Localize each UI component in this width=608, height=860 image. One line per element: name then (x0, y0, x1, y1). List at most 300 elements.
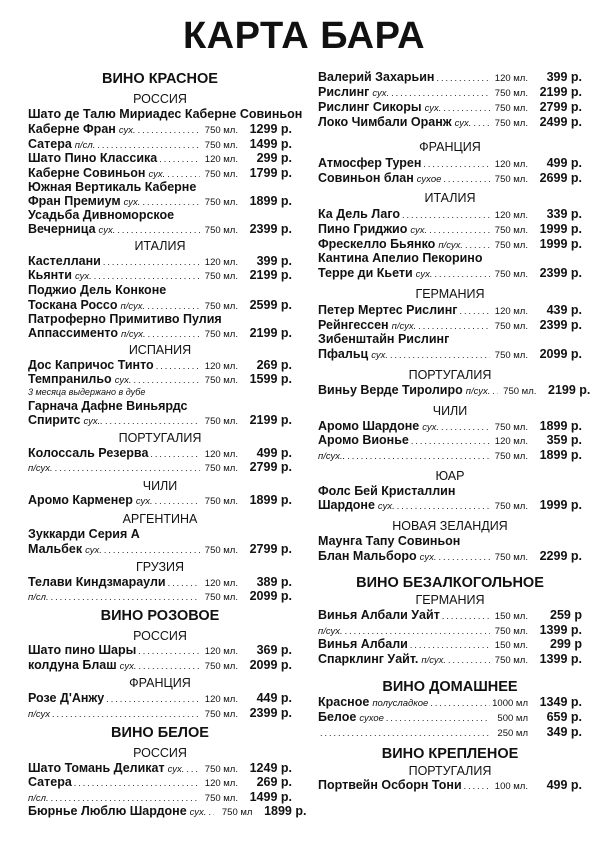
item-price: 1899 р. (539, 448, 582, 462)
item-type: п/сух.. (318, 451, 346, 462)
item-price: 2799 р. (539, 100, 582, 114)
item-volume: 120 мл. (204, 646, 238, 657)
item-volume: 750 мл. (204, 225, 238, 236)
item-price: 2199 р. (249, 413, 292, 427)
leader-dots (429, 223, 490, 238)
item-volume: 750 мл. (204, 545, 238, 556)
item-name: Шардоне (318, 498, 375, 512)
menu-item (318, 222, 582, 238)
item-type: сух. (118, 125, 136, 136)
item-volume: 750 мл. (204, 416, 238, 427)
country-heading: ИСПАНИЯ (128, 343, 192, 357)
item-name: Аромо Шардоне (318, 419, 420, 433)
wine-name-line: Усадьба Дивноморское (28, 208, 175, 222)
country-heading: НОВАЯ ЗЕЛАНДИЯ (392, 519, 508, 533)
item-price: 2699 р. (539, 171, 582, 185)
item-name: Фран Премиум (28, 194, 121, 208)
item-price: 1899 р. (249, 493, 292, 507)
wine-name-line: Гарнача Дафне Виньярдс (28, 399, 188, 413)
item-price: 499 р. (546, 778, 582, 792)
item-name: Колоссаль Резерва (28, 446, 149, 460)
item-name: Кьянти (28, 268, 72, 282)
item-price: 1899 р. (249, 194, 292, 208)
country-heading: ФРАНЦИЯ (419, 140, 481, 154)
leader-dots (320, 726, 490, 741)
item-volume: 750 мл. (204, 496, 238, 507)
item-volume: 500 мл (497, 713, 528, 724)
menu-item (318, 448, 582, 464)
item-type: п/сух (28, 709, 51, 720)
menu-item (28, 706, 292, 722)
item-price: 1399 р. (539, 623, 582, 637)
leader-dots (411, 434, 490, 449)
item-type: сух. (123, 197, 141, 208)
country-heading: ЧИЛИ (432, 404, 468, 418)
leader-dots (473, 116, 490, 131)
menu-item (318, 778, 582, 794)
item-type: сух. (148, 169, 166, 180)
item-price: 1799 р. (249, 166, 292, 180)
item-type: сух. (419, 552, 437, 563)
leader-dots (51, 590, 200, 605)
item-volume: 120 мл. (204, 257, 238, 268)
menu-item (28, 643, 292, 659)
item-price: 2199 р. (249, 268, 292, 282)
menu-item (318, 710, 582, 726)
country-heading: ПОРТУГАЛИЯ (408, 764, 492, 778)
item-volume: 120 мл. (204, 578, 238, 589)
menu-item (28, 589, 292, 605)
item-volume: 750 мл. (494, 225, 528, 236)
item-volume: 120 мл. (204, 694, 238, 705)
item-volume: 120 мл. (494, 306, 528, 317)
item-volume: 250 мл (497, 728, 528, 739)
item-volume: 750 мл. (204, 329, 238, 340)
leader-dots (438, 550, 490, 565)
item-price: 2299 р. (539, 549, 582, 563)
menu-item (318, 156, 582, 172)
item-price: 2499 р. (539, 115, 582, 129)
item-type: сух. (454, 118, 472, 129)
item-name: Петер Мертес Рислинг (318, 303, 458, 317)
item-name: Сатера (28, 775, 72, 789)
item-price: 2399 р. (249, 706, 292, 720)
item-type: полусладкое (372, 698, 429, 709)
item-name: Сатера (28, 137, 72, 151)
section-title: ВИНО КРАСНОЕ (102, 71, 218, 87)
item-volume: 100 мл. (494, 781, 528, 792)
item-price: 1899 р. (539, 419, 582, 433)
item-volume: 750 мл. (494, 626, 528, 637)
item-price: 1499 р. (249, 137, 292, 151)
country-heading: ФРАНЦИЯ (129, 676, 191, 690)
item-volume: 750 мл. (494, 103, 528, 114)
item-price: 1999 р. (539, 222, 582, 236)
country-heading: ГЕРМАНИЯ (415, 287, 485, 301)
item-type: п/сух. (318, 626, 343, 637)
item-name: Мальбек (28, 542, 83, 556)
item-price: 2199 р. (249, 326, 292, 340)
menu-item (318, 695, 582, 711)
item-name: Совиньон блан (318, 171, 414, 185)
leader-dots (443, 172, 490, 187)
item-volume: 750 мл. (494, 552, 528, 563)
menu-item (318, 85, 582, 101)
item-name: Блан Мальборо (318, 549, 417, 563)
leader-dots (148, 327, 200, 342)
item-price: 299 р (550, 637, 582, 651)
section-title: ВИНО БЕЗАЛКОГОЛЬНОЕ (356, 575, 544, 591)
wine-name-line: Кантина Апелио Пекорино (318, 251, 483, 265)
wine-name-line: Патроферно Примитиво Пулия (28, 312, 222, 326)
item-name: Атмосфер Турен (318, 156, 422, 170)
item-price: 1249 р. (249, 761, 292, 775)
item-volume: 120 мл. (494, 73, 528, 84)
item-price: 2399 р. (539, 266, 582, 280)
leader-dots (443, 101, 490, 116)
leader-dots (106, 692, 200, 707)
country-heading: ПОРТУГАЛИЯ (408, 368, 492, 382)
item-volume: 750 мл. (494, 240, 528, 251)
item-price: 2199 р. (539, 85, 582, 99)
leader-dots (155, 494, 200, 509)
item-volume: 750 мл. (204, 125, 238, 136)
leader-dots (105, 414, 200, 429)
item-type: сухое (359, 713, 384, 724)
item-price: 1349 р. (539, 695, 582, 709)
item-name: Винья Албали (318, 637, 408, 651)
item-name: Рислинг Сикоры (318, 100, 422, 114)
item-type: сух. (422, 422, 440, 433)
item-price: 1999 р. (539, 237, 582, 251)
menu-item (28, 372, 292, 388)
item-name: Кастеллани (28, 254, 101, 268)
item-price: 439 р. (546, 303, 582, 317)
leader-dots (52, 707, 200, 722)
item-name: Локо Чимбали Оранж (318, 115, 452, 129)
leader-dots (159, 152, 200, 167)
item-name: Терре ди Кьети (318, 266, 413, 280)
item-price: 399 р. (546, 70, 582, 84)
item-price: 349 р. (546, 725, 582, 739)
menu-item (28, 691, 292, 707)
item-volume: 750 мл. (204, 764, 238, 775)
item-volume: 750 мл. (204, 592, 238, 603)
leader-dots (138, 644, 200, 659)
wine-name-line: Южная Вертикаль Каберне (28, 180, 197, 194)
item-type: сух. (410, 225, 428, 236)
menu-item (28, 775, 292, 791)
item-price: 2099 р. (249, 658, 292, 672)
menu-item (28, 460, 292, 476)
menu-item (28, 222, 292, 238)
wine-name-line: Маунга Тапу Совиньон (318, 534, 461, 548)
item-name: Дос Капричос Тинто (28, 358, 154, 372)
leader-dots (442, 609, 490, 624)
item-name: Винья Албали Уайт (318, 608, 440, 622)
item-name: Каберне Совиньон (28, 166, 146, 180)
section-title: ВИНО БЕЛОЕ (111, 725, 209, 741)
wine-name-line: Шато де Талю Мириадес Каберне Совиньон (28, 107, 303, 121)
item-name: Рислинг (318, 85, 370, 99)
item-name: Пфальц (318, 347, 369, 361)
item-name: Красное (318, 695, 370, 709)
menu-item (28, 804, 307, 820)
item-volume: 150 мл. (494, 640, 528, 651)
item-volume: 1000 мл (492, 698, 528, 709)
item-volume: 750 мл (221, 807, 253, 818)
item-name: колдуна Блаш (28, 658, 117, 672)
item-price: 2399 р. (249, 222, 292, 236)
menu-item (318, 303, 582, 319)
item-type: сух. (372, 88, 390, 99)
menu-item (318, 549, 582, 565)
item-type: сух. (85, 545, 102, 556)
item-name: Ка Дель Лаго (318, 207, 401, 221)
item-price: 2599 р. (249, 298, 292, 312)
item-name: Валерий Захарьин (318, 70, 435, 84)
wine-name-line: Поджио Дель Конконе (28, 283, 167, 297)
menu-item (28, 151, 292, 167)
item-name: Шато Томань Деликат (28, 761, 165, 775)
item-name: Шато Пино Классика (28, 151, 158, 165)
item-volume: 750 мл. (204, 271, 238, 282)
country-heading: РОССИЯ (133, 746, 187, 760)
leader-dots (55, 461, 200, 476)
item-type: п/сл. (28, 793, 49, 804)
wine-description: 3 месяца выдержано в дубе (28, 387, 146, 397)
wine-name-line: Фолс Бей Кристаллин (318, 484, 456, 498)
leader-dots (402, 208, 490, 223)
item-price: 2099 р. (249, 589, 292, 603)
item-type: п/сух. (28, 463, 53, 474)
item-price: 2399 р. (539, 318, 582, 332)
item-price: 389 р. (256, 575, 292, 589)
item-volume: 120 мл. (204, 361, 238, 372)
country-heading: АРГЕНТИНА (122, 512, 198, 526)
item-volume: 120 мл. (204, 154, 238, 165)
item-name: Темпранильо (28, 372, 112, 386)
leader-dots (117, 223, 200, 238)
menu-item (318, 652, 582, 668)
item-volume: 120 мл. (204, 778, 238, 789)
item-type: сухое (416, 174, 442, 185)
item-type: сух. (135, 496, 153, 507)
item-type: п/сух. (438, 240, 463, 251)
item-price: 1299 р. (249, 122, 292, 136)
item-name: Бюрнье Люблю Шардоне (28, 804, 187, 818)
item-type: сух.. (83, 416, 103, 427)
menu-item (318, 171, 582, 187)
item-type: сух. (189, 807, 207, 818)
item-name: Фрескелло Бьянко (318, 237, 436, 251)
menu-item (318, 207, 582, 223)
item-price: 259 р (550, 608, 582, 622)
item-type: п/сл. (28, 592, 49, 603)
item-price: 299 р. (256, 151, 292, 165)
item-name: Розе Д'Анжу (28, 691, 105, 705)
item-name: Аппассименто (28, 326, 119, 340)
item-type: сух. (114, 375, 132, 386)
country-heading: ИТАЛИЯ (424, 191, 476, 205)
item-price: 1899 р. (264, 804, 307, 818)
leader-dots (133, 373, 200, 388)
leader-dots (423, 157, 490, 172)
item-price: 359 р. (546, 433, 582, 447)
item-name: Вечерница (28, 222, 96, 236)
section-title: ВИНО РОЗОВОЕ (100, 608, 220, 624)
item-name: Портвейн Осборн Тони (318, 778, 462, 792)
item-volume: 120 мл. (494, 436, 528, 447)
item-volume: 750 мл. (494, 451, 528, 462)
menu-item (28, 122, 292, 138)
leader-dots (391, 86, 490, 101)
menu-item (28, 493, 292, 509)
leader-dots (390, 348, 490, 363)
item-price: 1599 р. (249, 372, 292, 386)
item-volume: 120 мл. (494, 210, 528, 221)
leader-dots (138, 123, 200, 138)
item-price: 499 р. (256, 446, 292, 460)
item-price: 339 р. (546, 207, 582, 221)
item-name: Телави Киндзмараули (28, 575, 166, 589)
item-volume: 750 мл. (204, 140, 238, 151)
item-volume: 750 мл. (204, 661, 238, 672)
menu-item (28, 658, 292, 674)
menu-item (318, 70, 582, 86)
item-price: 1999 р. (539, 498, 582, 512)
item-name: Виньу Верде Тиролиро (318, 383, 463, 397)
item-type: сух. (415, 269, 433, 280)
leader-dots (492, 384, 498, 399)
country-heading: ПОРТУГАЛИЯ (118, 431, 202, 445)
leader-dots (410, 638, 490, 653)
country-heading: ЮАР (435, 469, 465, 483)
menu-item (28, 542, 292, 558)
item-name: Белое (318, 710, 357, 724)
item-volume: 750 мл. (494, 655, 528, 666)
menu-item (318, 608, 582, 624)
item-type: сух. (377, 501, 395, 512)
section-title: ВИНО КРЕПЛЕНОЕ (381, 746, 519, 762)
menu-item (318, 383, 591, 399)
country-heading: РОССИЯ (133, 92, 187, 106)
country-heading: ЧИЛИ (142, 479, 178, 493)
item-name: Аромо Вионье (318, 433, 409, 447)
menu-item (318, 498, 582, 514)
wine-name-line: Зибенштайн Рислинг (318, 332, 450, 346)
leader-dots (104, 543, 200, 558)
section-title: ВИНО ДОМАШНЕЕ (382, 679, 518, 695)
menu-item (318, 100, 582, 116)
item-volume: 750 мл. (204, 197, 238, 208)
wine-name-line: Зуккарди Серия А (28, 527, 140, 541)
item-volume: 750 мл. (494, 174, 528, 185)
item-price: 269 р. (256, 358, 292, 372)
country-heading: ИТАЛИЯ (134, 239, 186, 253)
item-type: п/сл. (74, 140, 96, 151)
item-type: сух. (98, 225, 116, 236)
menu-item (318, 637, 582, 653)
item-volume: 750 мл. (494, 88, 528, 99)
item-price: 2799 р. (249, 460, 292, 474)
item-price: 2099 р. (539, 347, 582, 361)
menu-item (318, 115, 582, 131)
item-type: п/сух. (391, 321, 417, 332)
item-price: 269 р. (256, 775, 292, 789)
menu-item (318, 266, 582, 282)
item-volume: 750 мл. (494, 422, 528, 433)
item-price: 1499 р. (249, 790, 292, 804)
item-name: Тоскана Россо (28, 298, 118, 312)
item-volume: 150 мл. (494, 611, 528, 622)
item-name: Рейнгессен (318, 318, 389, 332)
item-volume: 750 мл. (204, 793, 238, 804)
leader-dots (347, 449, 490, 464)
leader-dots (448, 653, 490, 668)
item-volume: 750 мл. (494, 118, 528, 129)
item-name: Пино Гриджио (318, 222, 408, 236)
country-heading: ГРУЗИЯ (135, 560, 185, 574)
item-price: 659 р. (546, 710, 582, 724)
leader-dots (430, 696, 490, 711)
leader-dots (434, 267, 490, 282)
leader-dots (138, 659, 200, 674)
item-price: 2199 р. (548, 383, 591, 397)
menu-item (318, 347, 582, 363)
item-price: 1399 р. (539, 652, 582, 666)
menu-item (28, 413, 292, 429)
item-volume: 750 мл. (204, 375, 238, 386)
item-name: Спиритс (28, 413, 81, 427)
item-volume: 750 мл. (204, 463, 238, 474)
leader-dots (94, 269, 200, 284)
item-volume: 120 мл. (204, 449, 238, 460)
item-price: 2799 р. (249, 542, 292, 556)
leader-dots (436, 71, 490, 86)
country-heading: РОССИЯ (133, 629, 187, 643)
item-volume: 120 мл. (494, 159, 528, 170)
page-title: КАРТА БАРА (182, 15, 426, 57)
item-type: сух. (371, 350, 388, 361)
item-price: 369 р. (256, 643, 292, 657)
item-volume: 750 мл. (494, 350, 528, 361)
item-type: сух. (119, 661, 137, 672)
leader-dots (386, 711, 490, 726)
item-volume: 750 мл. (494, 501, 528, 512)
item-volume: 750 мл. (204, 169, 238, 180)
item-name: Каберне Фран (28, 122, 116, 136)
leader-dots (459, 304, 490, 319)
item-price: 499 р. (546, 156, 582, 170)
leader-dots (208, 805, 214, 820)
country-heading: ГЕРМАНИЯ (415, 593, 485, 607)
item-volume: 750 мл. (494, 321, 528, 332)
leader-dots (464, 779, 490, 794)
item-name: Аромо Карменер (28, 493, 133, 507)
leader-dots (74, 776, 200, 791)
item-type: сух. (167, 764, 185, 775)
item-volume: 750 мл. (204, 301, 238, 312)
item-volume: 750 мл. (204, 709, 238, 720)
menu-item (28, 268, 292, 284)
leader-dots (397, 499, 490, 514)
item-type: сух. (74, 271, 92, 282)
item-type: п/сух. (121, 329, 146, 340)
item-price: 449 р. (256, 691, 292, 705)
menu-item (318, 725, 582, 741)
menu-item (318, 433, 582, 449)
